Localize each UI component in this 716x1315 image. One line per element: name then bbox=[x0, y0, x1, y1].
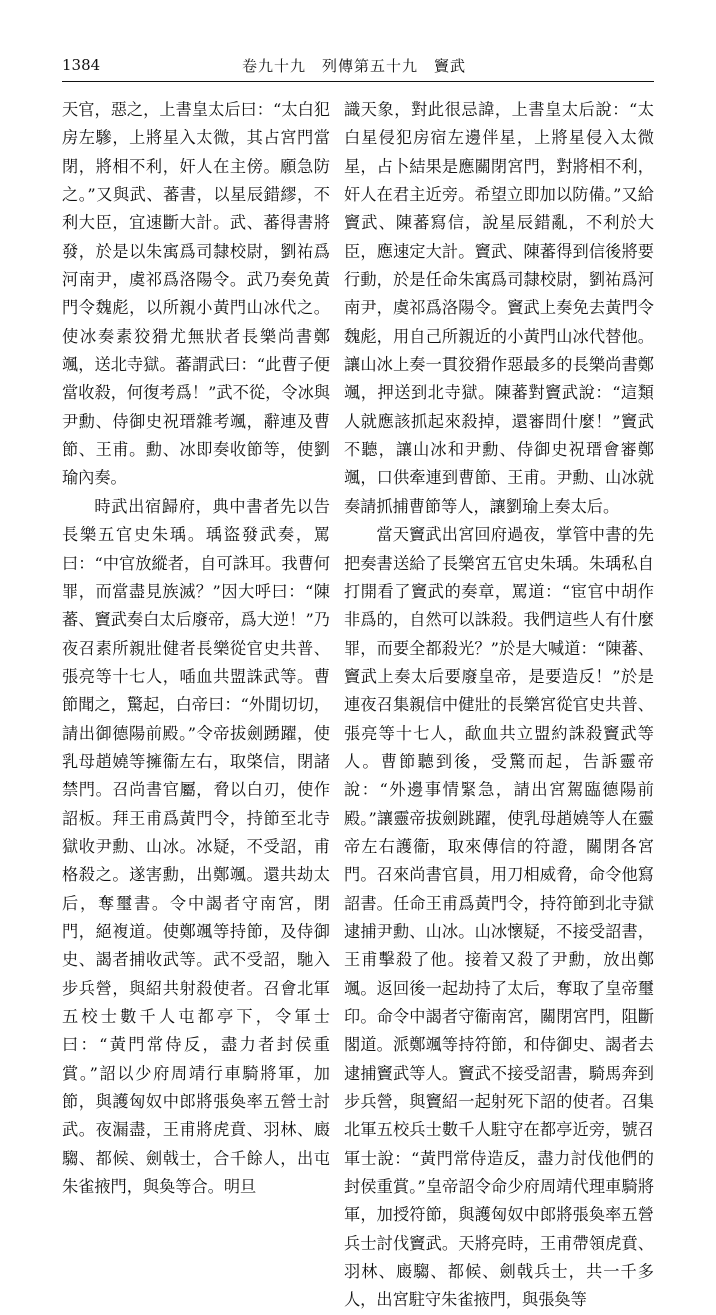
classical-text-column bbox=[62, 96, 330, 1201]
classical-paragraph: 天官，惡之，上書皇太后曰：“太白犯房左驂，上將星入太微，其占宮門當閉，將相不利，奸人在主傍。願急防之。”又與武、蕃書，以星辰錯繆，不利大臣，宜速斷大計。武、蕃得書將發，於是以朱㝢爲司隸校尉，劉祐爲河南尹，虞祁爲洛陽令。武乃奏免黃門令魏彪，以所親小黃門山冰代之。使冰奏素狡猾尤無狀者長樂尚書鄭颯，送北寺獄。蕃謂武曰：“此曹子便當收殺，何復考爲！”武不從，令冰與尹勳、侍御史祝瑨雜考颯，辭連及曹節、王甫。勳、冰即奏收節等，使劉瑜內奏。 bbox=[62, 100, 330, 488]
page-number: 1384 bbox=[62, 56, 101, 74]
translation-paragraph: 當天竇武出宮回府過夜，掌管中書的先把奏書送給了長樂宮五官史朱瑀。朱瑀私自打開看了竇武的奏章，罵道：“宦官中胡作非爲的，自然可以誅殺。我們這些人有什麼罪，而要全都殺光？”於是大喊道：“陳蕃、竇武上奏太后要廢皇帝，是要造反！”於是連夜召集親信中健壯的長樂宮從官史共普、張亮等十七人，歃血共立盟約誅殺竇武等人。曹節聽到後，受驚而起，告訴靈帝說：“外邊事情緊急，請出宮駕臨德陽前殿。”讓靈帝拔劍跳躍，使乳母趙嬈等人在靈帝左右護衞，取來傳信的符證，關閉各宮門。召來尚書官員，用刀相威脅，命令他寫詔書。任命王甫爲黃門令，持符節到北寺獄逮捕尹勳、山冰。山冰懷疑，不接受詔書，王甫擊殺了他。接着又殺了尹勳，放出鄭颯。返回後一起劫持了太后，奪取了皇帝璽印。命令中謁者守衞南宮，關閉宮門，阻斷閣道。派鄭颯等持符節，和侍御史、謁者去逮捕竇武等人。竇武不接受詔書，騎馬奔到步兵營，與竇紹一起射死下詔的使者。召集北軍五校兵士數千人駐守在都亭近旁，號召軍士說：“黃門常侍造反，盡力討伐他們的封侯重賞。”皇帝詔令命少府周靖代理車騎將軍，加授符節，與護匈奴中郎將張奐率五營兵士討伐竇武。天將亮時，王甫帶領虎賁、羽林、廄騶、都候、劍戟兵士，共一千多人，出宮駐守朱雀掖門，與張奐等 bbox=[344, 525, 654, 1310]
running-title: 卷九十九 列傳第五十九 竇武 bbox=[242, 57, 467, 75]
page-header bbox=[62, 52, 654, 78]
translation-paragraph: 識天象，對此很忌諱，上書皇太后說：“太白星侵犯房宿左邊伴星，上將星侵入太微星，占卜結果是應關閉宮門，對將相不利，奸人在君主近旁。希望立即加以防備。”又給竇武、陳蕃寫信，說星辰錯亂，不利於大臣，應速定大計。竇武、陳蕃得到信後將要行動，於是任命朱㝢爲司隸校尉，劉祐爲河南尹，虞祁爲洛陽令。竇武上奏免去黃門令魏彪，用自己所親近的小黃門山冰代替他。讓山冰上奏一貫狡猾作惡最多的長樂尚書鄭颯，押送到北寺獄。陳蕃對竇武說：“這類人就應該抓起來殺掉，還審問什麼！”竇武不聽，讓山冰和尹勳、侍御史祝瑨會審鄭颯，口供牽連到曹節、王甫。尹勳、山冰就奏請抓捕曹節等人，讓劉瑜上奏太后。 bbox=[344, 100, 654, 516]
classical-paragraph: 時武出宿歸府，典中書者先以告長樂五官史朱瑀。瑀盜發武奏，罵曰：“中官放縱者，自可誅耳。我曹何罪，而當盡見族滅？”因大呼曰：“陳蕃、竇武奏白太后廢帝，爲大逆！”乃夜召素所親壯健者長樂從官史共普、張亮等十七人，喢血共盟誅武等。曹節聞之，驚起，白帝曰：“外閒切切，請出御德陽前殿。”令帝拔劍踴躍，使乳母趙嬈等擁衞左右，取棨信，閉諸禁門。召尚書官屬，脅以白刃，使作詔板。拜王甫爲黃門令，持節至北寺獄收尹勳、山冰。冰疑，不受詔，甫格殺之。遂害勳，出鄭颯。還共劫太后，奪璽書。令中謁者守南宮，閉門，絕複道。使鄭颯等持節，及侍御史、謁者捕收武等。武不受詔，馳入步兵營，與紹共射殺使者。召會北軍五校士數千人屯都亭下，令軍士曰：“黃門常侍反，盡力者封侯重賞。”詔以少府周靖行車騎將軍，加節，與護匈奴中郎將張奐率五營士討武。夜漏盡，王甫將虎賁、羽林、廄騶、都候、劍戟士，合千餘人，出屯朱雀掖門，與奐等合。明旦 bbox=[62, 496, 330, 1197]
header-rule bbox=[62, 81, 654, 82]
translation-text-column bbox=[344, 96, 654, 1315]
